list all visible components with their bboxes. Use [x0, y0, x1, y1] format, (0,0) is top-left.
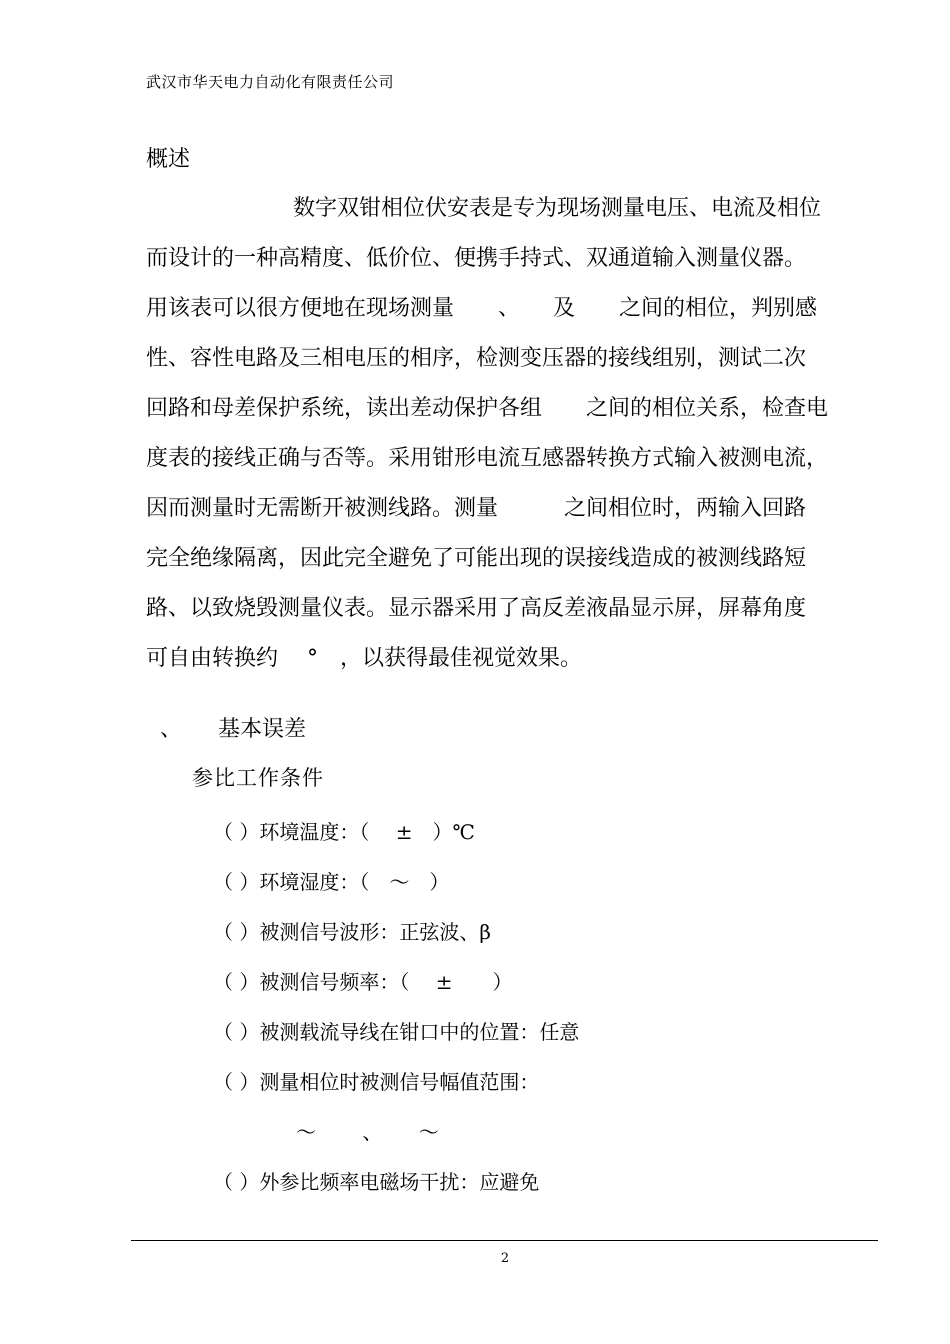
overview-heading: 概述: [146, 147, 191, 172]
paragraph-line: 用该表可以很方便地在现场测量 、 及 之间的相位，判别感: [146, 296, 818, 321]
paragraph-line: 可自由转换约 ° ，以获得最佳视觉效果。: [146, 646, 582, 671]
company-header: 武汉市华天电力自动化有限责任公司: [146, 73, 395, 91]
paragraph-line: 数字双钳相位伏安表是专为现场测量电压、电流及相位: [293, 196, 822, 221]
paragraph-line: 度表的接线正确与否等。采用钳形电流互感器转换方式输入被测电流，: [146, 446, 829, 471]
condition-range: ～ 、 ～: [296, 1120, 439, 1144]
condition-item: （ ）环境温度：（ ± ）℃: [213, 820, 475, 844]
section-number-separator: 、: [160, 717, 183, 742]
condition-item: （ ）外参比频率电磁场干扰：应避免: [213, 1170, 540, 1194]
paragraph-line: 因而测量时无需断开被测线路。测量 之间相位时，两输入回路: [146, 496, 807, 521]
paragraph-line: 路、以致烧毁测量仪表。显示器采用了高反差液晶显示屏，屏幕角度: [146, 596, 807, 621]
section-title: 基本误差: [218, 717, 307, 742]
condition-item: （ ）测量相位时被测信号幅值范围：: [213, 1070, 540, 1094]
page-number: 2: [500, 1251, 510, 1266]
paragraph-line: 而设计的一种高精度、低价位、便携手持式、双通道输入测量仪器。: [146, 246, 807, 271]
overview-paragraph: [146, 187, 866, 687]
section-heading: [160, 712, 306, 743]
condition-item: （ ）被测信号频率：（ ± ）: [213, 970, 513, 994]
footer-divider: [131, 1240, 878, 1241]
condition-item: （ ）环境湿度：（ ～ ）: [213, 870, 450, 894]
subsection-title: 参比工作条件: [192, 766, 324, 790]
paragraph-line: 回路和母差保护系统，读出差动保护各组 之间的相位关系，检查电: [146, 396, 829, 421]
condition-item: （ ）被测载流导线在钳口中的位置：任意: [213, 1020, 580, 1044]
paragraph-line: 完全绝缘隔离，因此完全避免了可能出现的误接线造成的被测线路短: [146, 546, 807, 571]
paragraph-line: 性、容性电路及三相电压的相序，检测变压器的接线组别，测试二次: [146, 346, 807, 371]
condition-item: （ ）被测信号波形：正弦波、β: [213, 920, 491, 944]
